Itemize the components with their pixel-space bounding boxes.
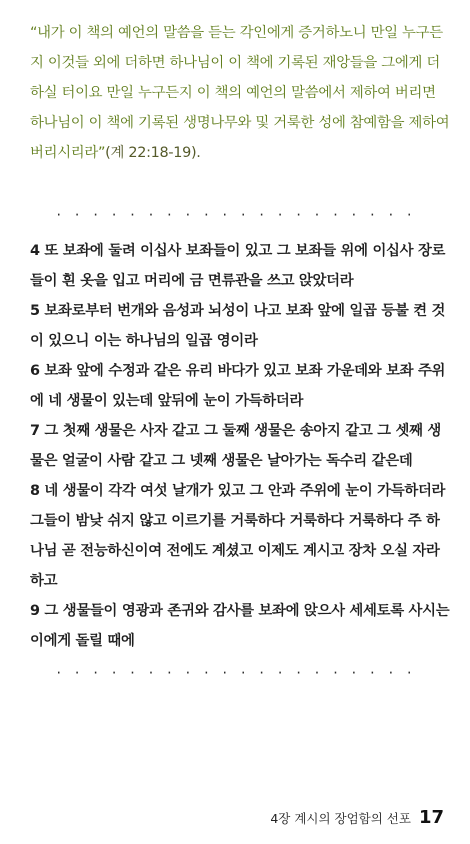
verse-8: 8 네 생물이 각각 여섯 날개가 있고 그 안과 주위에 눈이 가득하더라 그들이 밤낮 쉬지 않고 이르기를 거룩하다 거룩하다 거룩하다 주 하나님 곧 전능하신이여 전에도 계셨고 이제도 계시고 장차 오실 자라 하고: [30, 483, 446, 589]
quote-text: “내가 이 책의 예언의 말씀을 듣는 각인에게 증거하노니 만일 누구든지 이것들 외에 더하면 하나님이 이 책에 기록된 재앙들을 그에게 더하실 터이요 만일 누구든지 이 책의 예언의 말씀에서 제하여 버리면 하나님이 이 책에 기록된 생명나무와 및 거룩한 성에 참예함을 제하여 버리시리라”: [30, 25, 450, 161]
page-footer: [270, 807, 444, 828]
chapter-title: 4장 계시의 장엄함의 선포: [270, 811, 411, 826]
verse-9: 9 그 생물들이 영광과 존귀와 감사를 보좌에 앉으사 세세토록 사시는 이에게 돌릴 때에: [30, 603, 450, 649]
quote-reference: (계 22:18-19).: [105, 145, 201, 161]
verse-4: 4 또 보좌에 둘려 이십사 보좌들이 있고 그 보좌들 위에 이십사 장로들이 흰 옷을 입고 머리에 금 면류관을 쓰고 앉았더라: [30, 243, 446, 289]
dotted-divider-bottom: · · · · · · · · · · · · · · · · · · · ·: [55, 666, 415, 680]
dotted-divider-top: · · · · · · · · · · · · · · · · · · · ·: [55, 208, 415, 222]
verse-7: 7 그 첫째 생물은 사자 같고 그 둘째 생물은 송아지 같고 그 셋째 생물은 얼굴이 사람 같고 그 넷째 생물은 날아가는 독수리 같은데: [30, 423, 441, 469]
page-number: 17: [418, 807, 444, 828]
verse-list: [30, 236, 450, 656]
quote-paragraph: [30, 18, 450, 168]
verse-5: 5 보좌로부터 번개와 음성과 뇌성이 나고 보좌 앞에 일곱 등불 켠 것이 있으니 이는 하나님의 일곱 영이라: [30, 303, 446, 349]
verse-6: 6 보좌 앞에 수정과 같은 유리 바다가 있고 보좌 가운데와 보좌 주위에 네 생물이 있는데 앞뒤에 눈이 가득하더라: [30, 363, 446, 409]
